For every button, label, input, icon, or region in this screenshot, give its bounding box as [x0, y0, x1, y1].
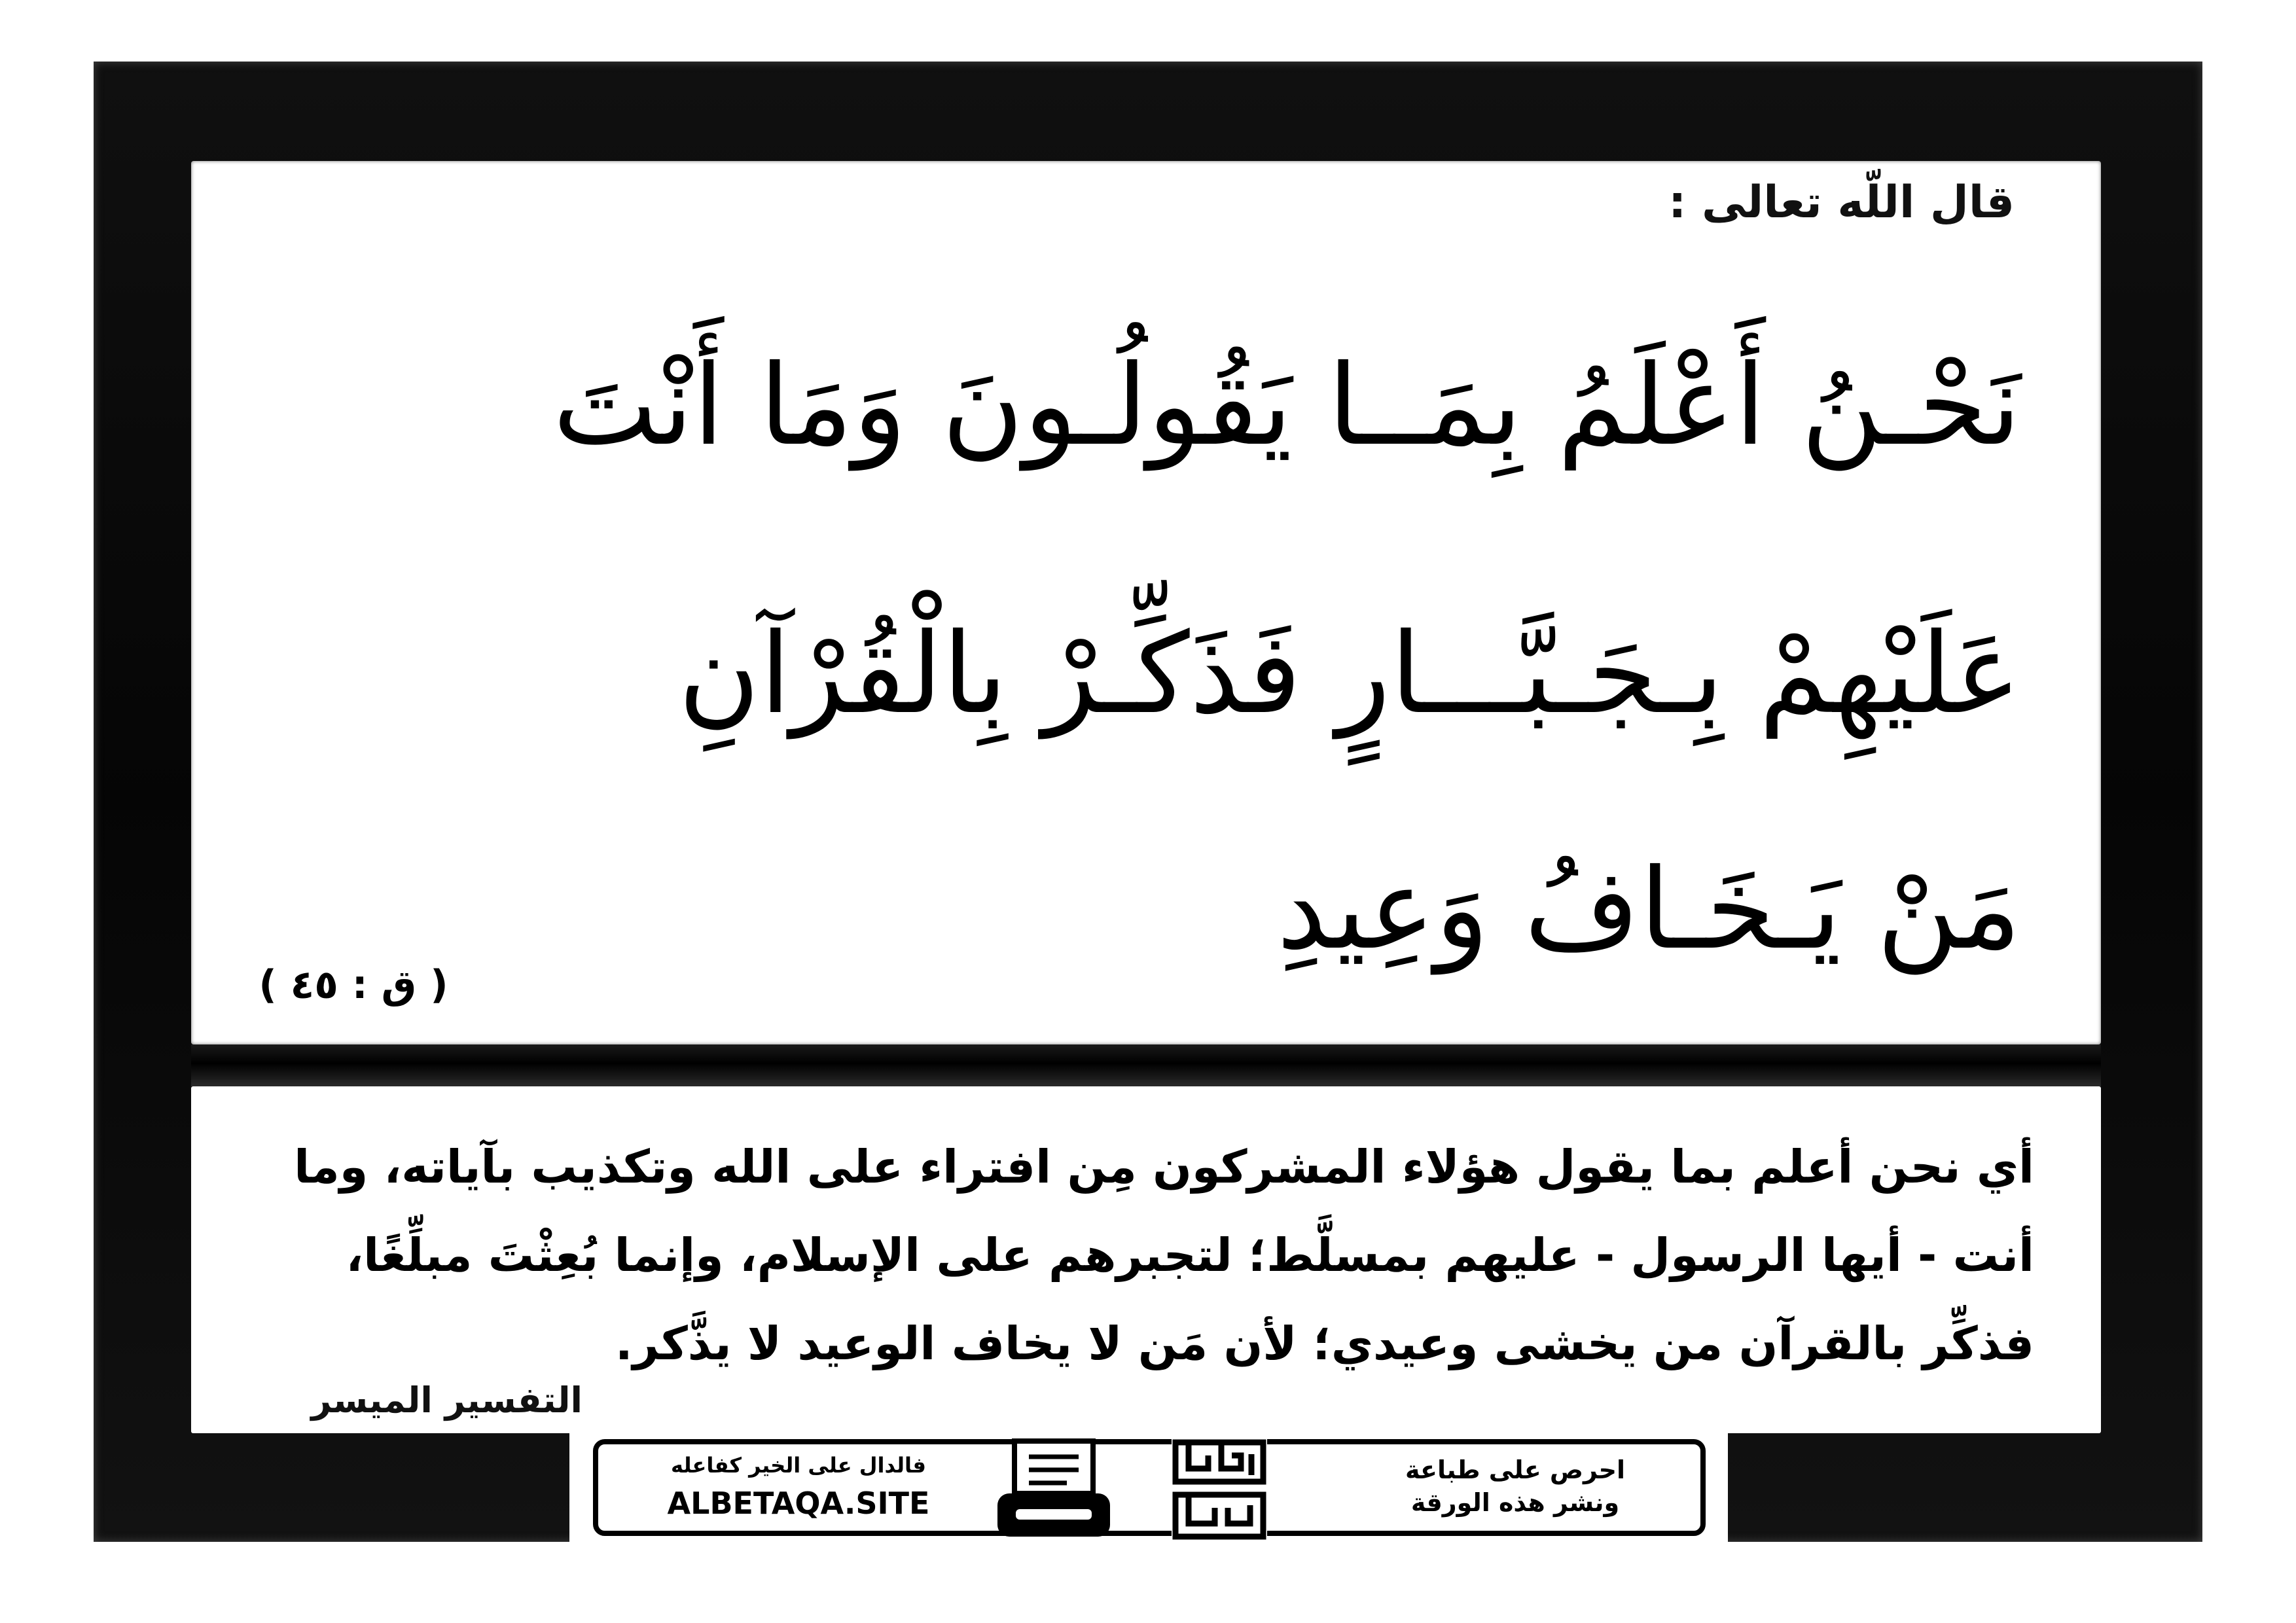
verse-intro: قال اللّه تعالى :	[1668, 177, 2015, 228]
footer-print-prompt: احرص على طباعة	[1405, 1455, 1626, 1484]
tafsir-line-3: فذكِّر بالقرآن من يخشى وعيدي؛ لأن مَن لا يخاف الوعيد لا يذَّكر.	[615, 1317, 2034, 1370]
albetaqa-logo	[1169, 1436, 1270, 1543]
tafsir-source: التفسير الميسر	[311, 1380, 583, 1421]
verse-line-3: مَنْ يَـخَـافُ وَعِيدِ	[1276, 845, 2021, 974]
tafsir-line-2: أنت - أيها الرسول - عليهم بمسلَّط؛ لتجبرهم على الإسلام، وإنما بُعِثْتَ مبلِّغًا،	[346, 1228, 2034, 1282]
printer-icon	[988, 1437, 1119, 1542]
verse-reference: ( ق : ٤٥ )	[259, 962, 448, 1008]
footer-slogan: فالدال على الخير كفاعله	[671, 1453, 926, 1478]
tafsir-line-1: أي نحن أعلم بما يقول هؤلاء المشركون مِن افتراء على الله وتكذيب بآياته، وما	[294, 1140, 2034, 1194]
verse-line-2: عَلَيْهِمْ بِـجَـبَّـــارٍ فَذَكِّـرْ بِالْقُرْآنِ	[678, 609, 2021, 739]
verse-line-1: نَحْـنُ أَعْلَمُ بِمَــا يَقُولُـونَ وَمَا أَنْتَ	[552, 341, 2021, 471]
footer-site-link[interactable]: ALBETAQA.SITE	[667, 1486, 930, 1521]
panel-divider	[191, 1044, 2101, 1086]
footer-share-prompt: ونشر هذه الورقة	[1410, 1488, 1620, 1517]
